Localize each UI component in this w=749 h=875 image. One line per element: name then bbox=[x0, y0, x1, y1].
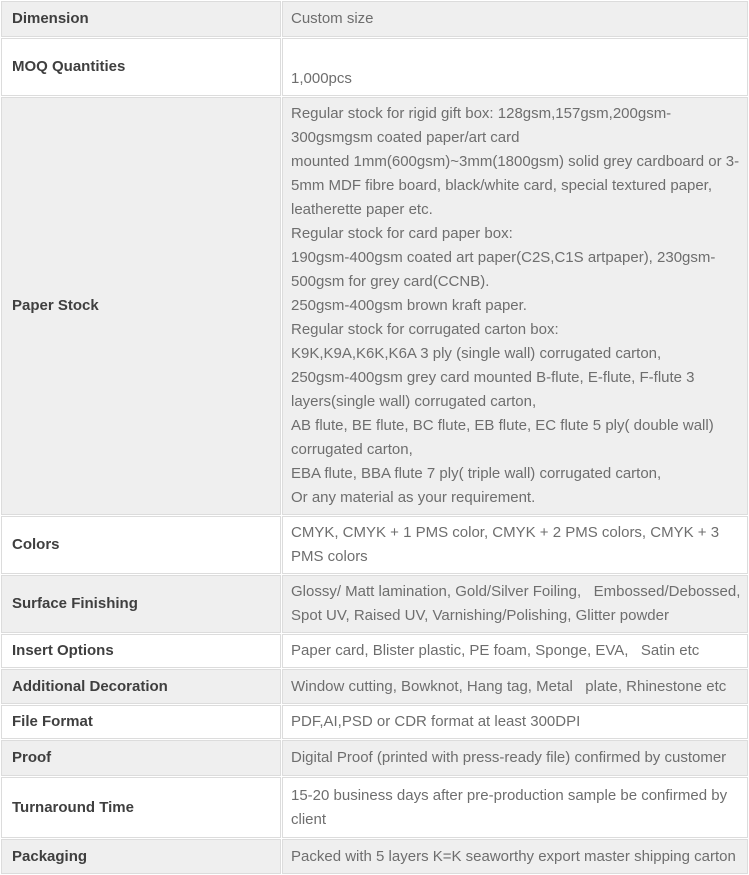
spec-label: Additional Decoration bbox=[1, 669, 281, 704]
table-row bbox=[1, 38, 748, 96]
table-row bbox=[1, 516, 748, 574]
spec-value: Custom size bbox=[282, 1, 748, 37]
spec-value: Paper card, Blister plastic, PE foam, Sponge, EVA, Satin etc bbox=[282, 634, 748, 668]
table-row bbox=[1, 740, 748, 776]
spec-label: Turnaround Time bbox=[1, 777, 281, 838]
table-row bbox=[1, 1, 748, 37]
table-row bbox=[1, 97, 748, 515]
table-row bbox=[1, 634, 748, 668]
spec-label: Packaging bbox=[1, 839, 281, 874]
spec-table-body bbox=[1, 1, 748, 874]
table-row bbox=[1, 669, 748, 704]
table-row bbox=[1, 575, 748, 633]
spec-value: 15-20 business days after pre-production sample be confirmed by client bbox=[282, 777, 748, 838]
spec-label: MOQ Quantities bbox=[1, 38, 281, 96]
spec-value: Digital Proof (printed with press-ready file) confirmed by customer bbox=[282, 740, 748, 776]
table-row bbox=[1, 777, 748, 838]
spec-label: Colors bbox=[1, 516, 281, 574]
spec-label: Insert Options bbox=[1, 634, 281, 668]
spec-value: Glossy/ Matt lamination, Gold/Silver Foiling, Embossed/Debossed, Spot UV, Raised UV, Varnishing/Polishing, Glitter powder bbox=[282, 575, 748, 633]
spec-value: PDF,AI,PSD or CDR format at least 300DPI bbox=[282, 705, 748, 739]
spec-value: CMYK, CMYK + 1 PMS color, CMYK + 2 PMS colors, CMYK + 3 PMS colors bbox=[282, 516, 748, 574]
spec-value: 1,000pcs bbox=[282, 38, 748, 96]
table-row bbox=[1, 705, 748, 739]
spec-label: Dimension bbox=[1, 1, 281, 37]
spec-label: Surface Finishing bbox=[1, 575, 281, 633]
spec-label: Proof bbox=[1, 740, 281, 776]
spec-label: File Format bbox=[1, 705, 281, 739]
spec-value: Regular stock for rigid gift box: 128gsm,157gsm,200gsm-300gsmgsm coated paper/art card mounted 1mm(600gsm)~3mm(1800gsm) solid grey cardboard or 3-5mm MDF fibre board, black/white card, special textured paper, leatherette paper etc. Regular stock for card paper box: 190gsm-400gsm coated art paper(C2S,C1S artpaper), 230gsm-500gsm for grey card(CCNB). 250gsm-400gsm brown kraft paper. Regular stock for corrugated carton box: K9K,K9A,K6K,K6A 3 ply (single wall) corrugated carton, 250gsm-400gsm grey card mounted B-flute, E-flute, F-flute 3 layers(single wall) corrugated carton, AB flute, BE flute, BC flute, EB flute, EC flute 5 ply( double wall) corrugated carton, EBA flute, BBA flute 7 ply( triple wall) corrugated carton, Or any material as your requirement. bbox=[282, 97, 748, 515]
table-row bbox=[1, 839, 748, 874]
spec-value: Packed with 5 layers K=K seaworthy export master shipping carton bbox=[282, 839, 748, 874]
spec-value: Window cutting, Bowknot, Hang tag, Metal plate, Rhinestone etc bbox=[282, 669, 748, 704]
spec-label: Paper Stock bbox=[1, 97, 281, 515]
